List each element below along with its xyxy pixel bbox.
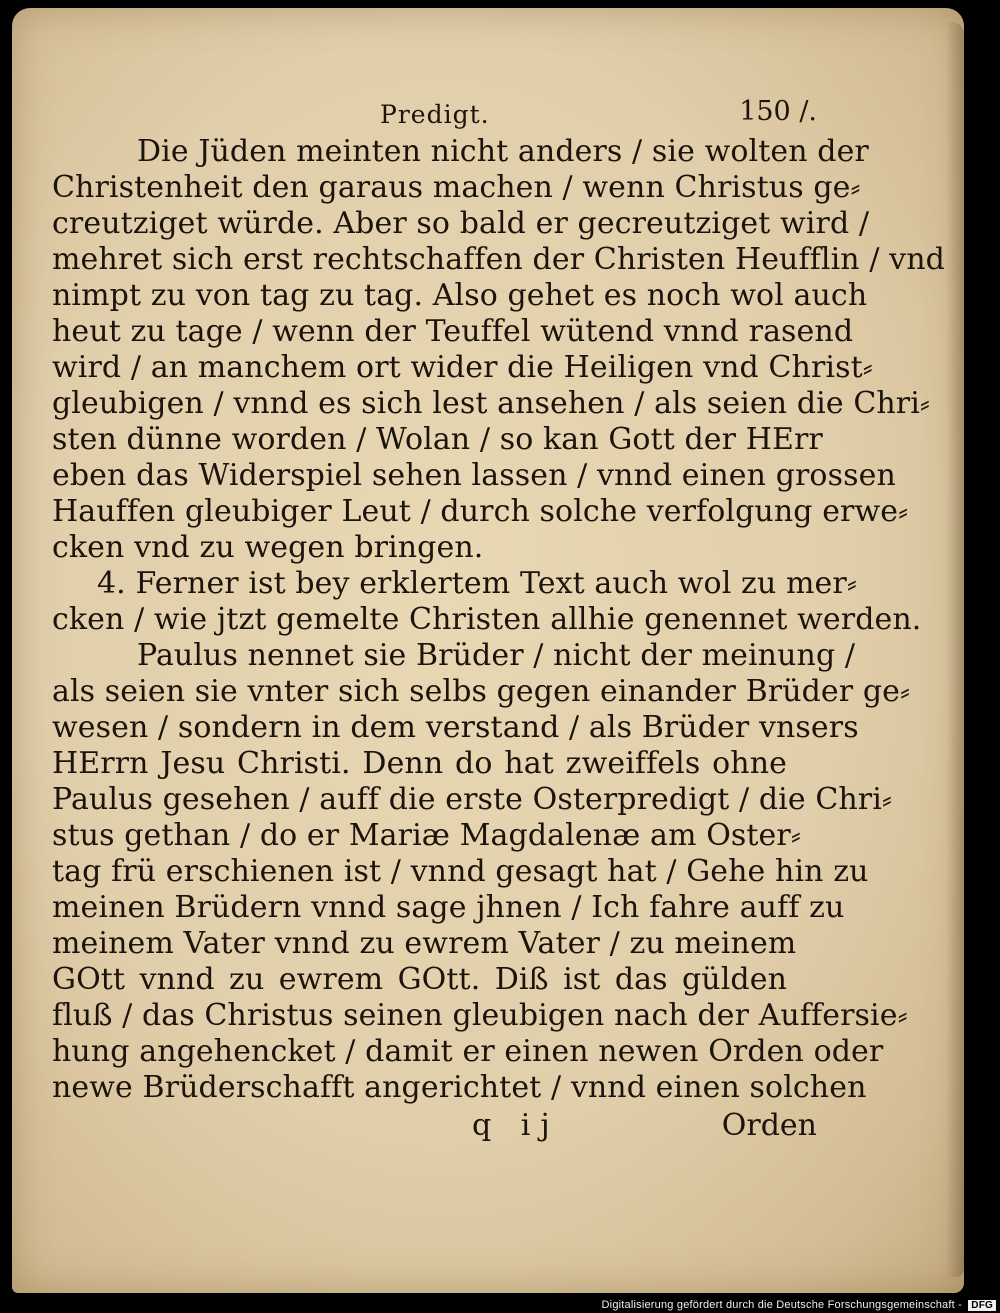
- credit-text: Digitalisierung gefördert durch die Deutsche Forschungsgemeinschaft -: [601, 1299, 963, 1311]
- text-line: newe Brüderschafft angerichtet / vnnd einen solchen: [52, 1070, 867, 1105]
- text-line: creutziget würde. Aber so bald er gecreutziget wird /: [52, 206, 870, 241]
- text-line: GOtt vnnd zu ewrem GOtt. Diß ist das gülden: [52, 962, 787, 997]
- page-number: 150 /.: [739, 96, 817, 127]
- text-line: Paulus nennet sie Brüder / nicht der meinung /: [137, 638, 856, 673]
- text-line: tag frü erschienen ist / vnnd gesagt hat / Gehe hin zu: [52, 854, 869, 889]
- text-line: HErrn Jesu Christi. Denn do hat zweiffels ohne: [52, 746, 787, 781]
- text-lines: [52, 134, 945, 1106]
- text-line: Hauffen gleubiger Leut / durch solche verfolgung erwe⸗: [52, 494, 909, 529]
- text-line: wird / an manchem ort wider die Heiligen vnd Christ⸗: [52, 350, 873, 385]
- text-line: wesen / sondern in dem verstand / als Brüder vnsers: [52, 710, 859, 745]
- text-line: mehret sich erst rechtschaffen der Christen Heufflin / vnd: [52, 242, 945, 277]
- signature-mark: q ij: [472, 1108, 560, 1143]
- running-head: Predigt.: [380, 100, 490, 129]
- text-line: stus gethan / do er Mariæ Magdalenæ am Oster⸗: [52, 818, 801, 853]
- text-line: meinen Brüdern vnnd sage jhnen / Ich fahre auff zu: [52, 890, 845, 925]
- text-line: sten dünne worden / Wolan / so kan Gott der HErr: [52, 422, 823, 457]
- dfg-logo: DFG: [968, 1300, 996, 1311]
- text-line: meinem Vater vnnd zu ewrem Vater / zu meinem: [52, 926, 797, 961]
- text-line: cken vnd zu wegen bringen.: [52, 530, 484, 565]
- text-line: heut zu tage / wenn der Teuffel wütend vnnd rasend: [52, 314, 854, 349]
- text-line: hung angehencket / damit er einen newen Orden oder: [52, 1034, 884, 1069]
- text-line: gleubigen / vnnd es sich lest ansehen / als seien die Chri⸗: [52, 386, 931, 421]
- text-line: Christenheit den garaus machen / wenn Christus ge⸗: [52, 170, 861, 205]
- page-edge-shadow: [946, 22, 964, 1277]
- text-line: eben das Widerspiel sehen lassen / vnnd einen grossen: [52, 458, 896, 493]
- text-line: als seien sie vnter sich selbs gegen einander Brüder ge⸗: [52, 674, 911, 709]
- text-line: nimpt zu von tag zu tag. Also gehet es noch wol auch: [52, 278, 868, 313]
- text-line: 4. Ferner ist bey erklertem Text auch wol zu mer⸗: [97, 566, 857, 601]
- book-page: [12, 8, 964, 1293]
- text-block: [52, 94, 945, 1148]
- text-line: Die Jüden meinten nicht anders / sie wolten der: [137, 134, 869, 169]
- catchword: Orden: [721, 1108, 817, 1143]
- text-line: fluß / das Christus seinen gleubigen nach der Auffersie⸗: [52, 998, 908, 1033]
- page-footer: [52, 1108, 817, 1148]
- page-header: [52, 94, 817, 134]
- text-line: Paulus gesehen / auff die erste Osterpredigt / die Chri⸗: [52, 782, 893, 817]
- digitization-credit: [602, 1299, 996, 1311]
- text-line: cken / wie jtzt gemelte Christen allhie genennet werden.: [52, 602, 922, 637]
